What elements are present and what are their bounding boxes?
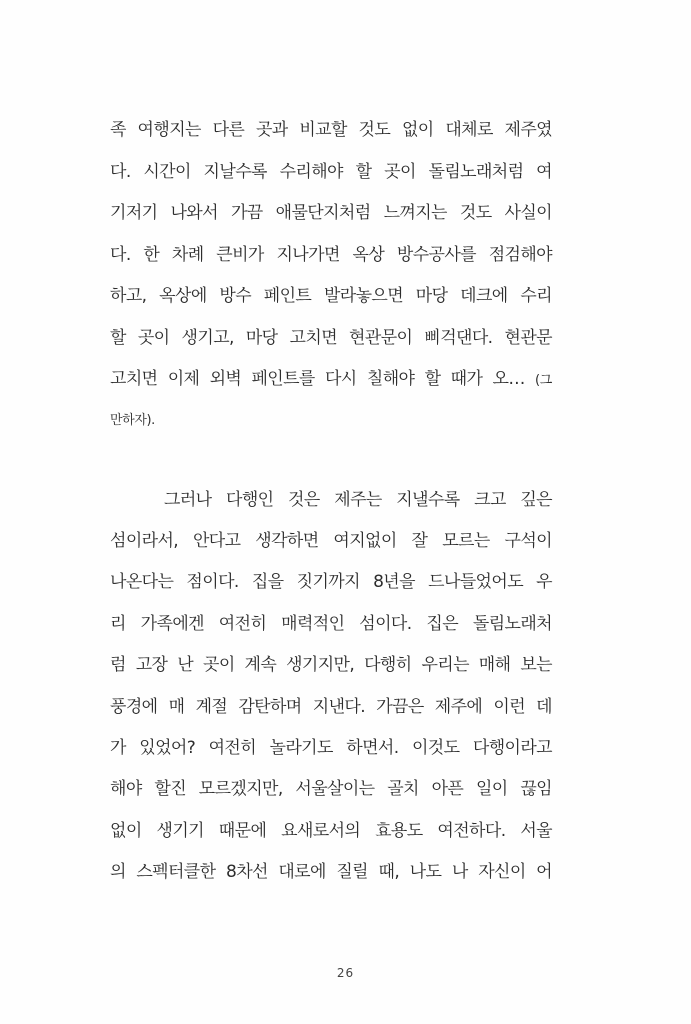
text-line: 다. 한 차례 큰비가 지나가면 옥상 방수공사를 점검해야 [110, 245, 552, 265]
text-line: 기저기 나와서 가끔 애물단지처럼 느껴지는 것도 사실이 [110, 203, 552, 223]
text-line: 리 가족에겐 여전히 매력적인 섬이다. 집은 돌림노래처 [110, 614, 552, 634]
text-line-aside: 만하자). [110, 413, 155, 428]
text-line: 하고, 옥상에 방수 페인트 발라놓으면 마당 데크에 수리 [110, 286, 552, 306]
text-line: 의 스펙터클한 8차선 대로에 질릴 때, 나도 나 자신이 어 [110, 862, 552, 882]
text-line: 없이 생기기 때문에 요새로서의 효용도 여전하다. 서울 [110, 821, 552, 841]
text-line: 나온다는 점이다. 집을 짓기까지 8년을 드나들었어도 우 [110, 572, 552, 592]
text-line: 족 여행지는 다른 곳과 비교할 것도 없이 대체로 제주였 [110, 120, 552, 140]
text-line: 해야 할진 모르겠지만, 서울살이는 골치 아픈 일이 끊임 [110, 779, 552, 799]
text-line: 풍경에 매 계절 감탄하며 지낸다. 가끔은 제주에 이런 데 [110, 697, 552, 717]
text-line: 럼 고장 난 곳이 계속 생기지만, 다행히 우리는 매해 보는 [110, 655, 552, 675]
page-number: 26 [336, 966, 355, 980]
aside-start: (그 [534, 373, 552, 388]
text-line: 다. 시간이 지날수록 수리해야 할 곳이 돌림노래처럼 여 [110, 162, 552, 182]
text-line [110, 368, 552, 392]
text-line: 가 있었어? 여전히 놀라기도 하면서. 이것도 다행이라고 [110, 738, 552, 758]
text-line: 할 곳이 생기고, 마당 고치면 현관문이 삐걱댄다. 현관문 [110, 328, 552, 348]
text-line-indented: 그러나 다행인 것은 제주는 지낼수록 크고 깊은 [164, 490, 552, 510]
text-line-main: 고치면 이제 외벽 페인트를 다시 칠해야 할 때가 오… [110, 369, 535, 389]
text-line: 섬이라서, 안다고 생각하면 여지없이 잘 모르는 구석이 [110, 531, 552, 551]
